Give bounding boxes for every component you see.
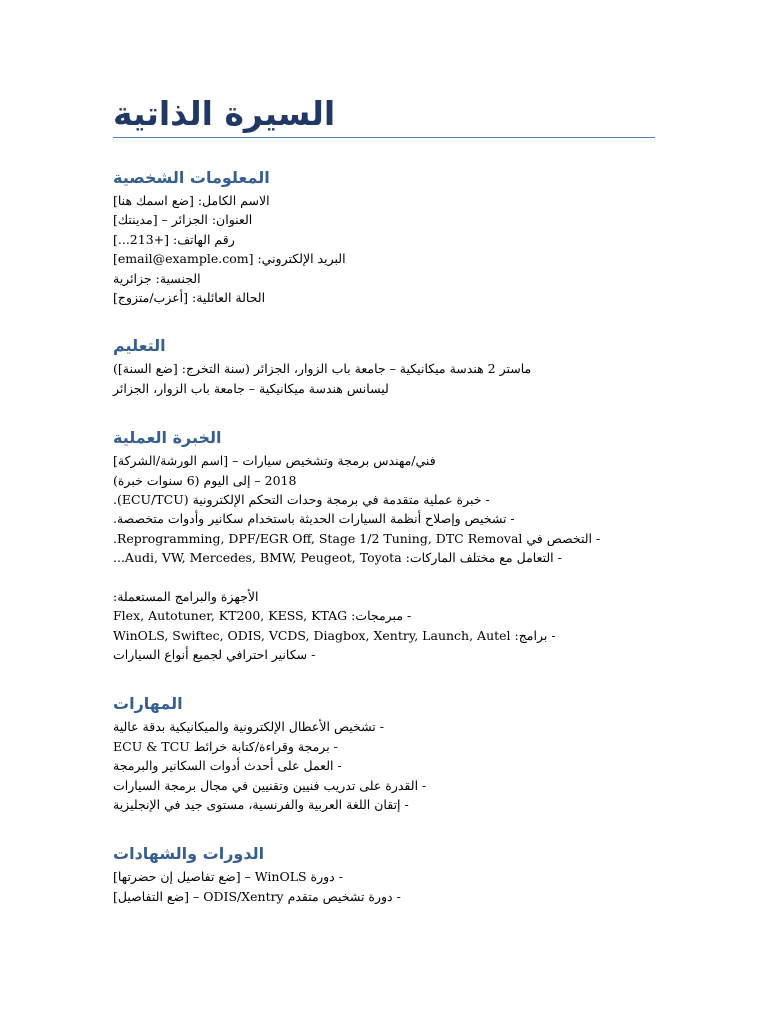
section-experience (113, 425, 655, 664)
skill-item: - القدرة على تدريب فنيين وتقنيين في مجال برمجة السيارات (113, 777, 427, 793)
experience-item: - التخصص في Reprogramming, DPF/EGR Off, Stage 1/2 Tuning, DTC Removal. (113, 530, 601, 546)
section-heading-education: التعليم (113, 336, 166, 356)
experience-period: 2018 – إلى اليوم (6 سنوات خبرة) (113, 472, 297, 488)
personal-full-name: الاسم الكامل: [ضع اسمك هنا] (113, 193, 270, 208)
section-heading-personal: المعلومات الشخصية (113, 168, 270, 187)
skill-item: - إتقان اللغة العربية والفرنسية، مستوى جيد في الإنجليزية (113, 796, 409, 812)
experience-position: فني/مهندس برمجة وتشخيص سيارات – [اسم الورشة/الشركة] (113, 453, 436, 469)
section-personal-info (113, 165, 655, 307)
skill-item: - العمل على أحدث أدوات السكانير والبرمجة (113, 758, 342, 774)
personal-email: البريد الإلكتروني: [email@example.com] (113, 251, 346, 267)
personal-address: العنوان: الجزائر – [مدينتك] (113, 212, 253, 228)
personal-nationality: الجنسية: جزائرية (113, 270, 201, 286)
course-item: - دورة WinOLS – [ضع تفاصيل إن حضرتها] (113, 869, 343, 885)
tools-item: - سكانير احترافي لجميع أنواع السيارات (113, 647, 316, 663)
personal-marital-status: الحالة العائلية: [أعزب/متزوج] (113, 289, 266, 305)
section-heading-courses: الدورات والشهادات (113, 844, 265, 864)
experience-item: - التعامل مع مختلف الماركات: Audi, VW, Mercedes, BMW, Peugeot, Toyota... (113, 550, 562, 566)
tools-item: - مبرمجات: Flex, Autotuner, KT200, KESS, KTAG (113, 608, 412, 624)
cv-page (113, 92, 655, 906)
tools-label: الأجهزة والبرامج المستعملة: (113, 588, 259, 604)
experience-item: - خبرة عملية متقدمة في برمجة وحدات التحكم الإلكترونية (ECU/TCU). (113, 491, 490, 507)
section-heading-skills: المهارات (113, 694, 183, 714)
title-underline (113, 137, 655, 138)
tools-item: - برامج: WinOLS, Swiftec, ODIS, VCDS, Diagbox, Xentry, Launch, Autel (113, 627, 556, 643)
experience-item: - تشخيص وإصلاح أنظمة السيارات الحديثة باستخدام سكانير وأدوات متخصصة. (113, 511, 515, 527)
skill-item: - برمجة وقراءة/كتابة خرائط ECU & TCU (113, 738, 338, 754)
section-heading-experience: الخبرة العملية (113, 428, 222, 448)
document-title: السيرة الذاتية (113, 94, 336, 133)
section-skills (113, 691, 655, 814)
personal-phone: رقم الهاتف: [+213...] (113, 231, 235, 247)
education-license: ليسانس هندسة ميكانيكية – جامعة باب الزوار، الجزائر (113, 380, 389, 396)
skill-item: - تشخيص الأعطال الإلكترونية والميكانيكية بدقة عالية (113, 719, 384, 735)
course-item: - دورة تشخيص متقدم ODIS/Xentry – [ضع التفاصيل] (113, 888, 401, 904)
section-courses (113, 841, 655, 906)
section-education (113, 333, 655, 398)
blank-line (113, 567, 655, 586)
education-masters: ماستر 2 هندسة ميكانيكية – جامعة باب الزوار، الجزائر (سنة التخرج: [ضع السنة]) (113, 361, 532, 377)
